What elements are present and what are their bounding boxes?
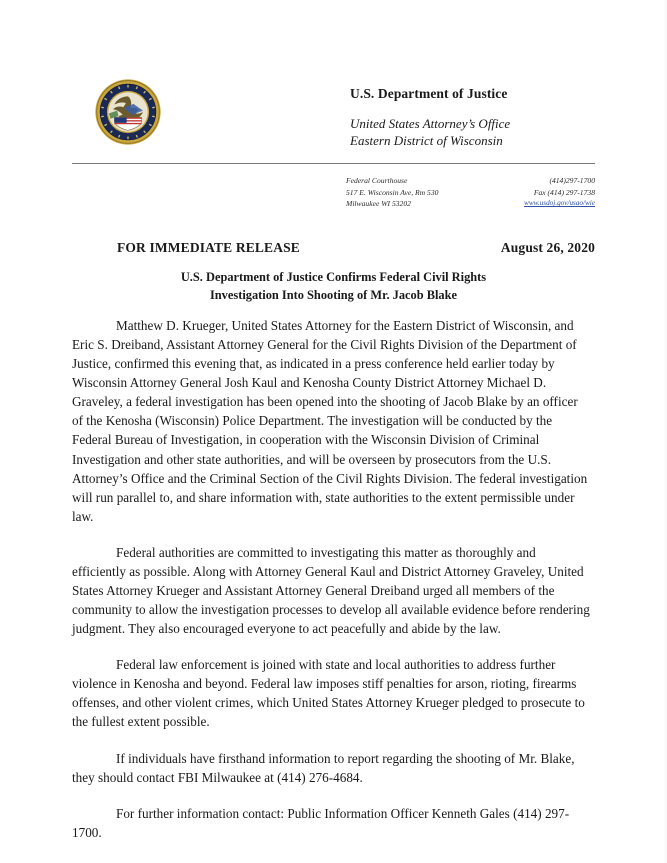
body-paragraph-1: Matthew D. Krueger, United States Attorney for the Eastern District of Wisconsin, and Eric S. Dreiband, Assistant Attorney General for the Civil Rights Division of the Department of Justice, confirmed this evening that, as indicated in a press conference held earlier today by Wisconsin Attorney General Josh Kaul and Kenosha County District Attorney Michael D. Graveley, a federal investigation has been opened into the shooting of Jacob Blake by an officer of the Kenosha (Wisconsin) Police Department. The investigation will be conducted by the Federal Bureau of Investigation, in cooperation with the Wisconsin Division of Criminal Investigation and other state authorities, and will be overseen by prosecutors from the U.S. Attorney’s Office and the Criminal Section of the Civil Rights Division. The federal investigation will run parallel to, and share information with, state authorities to the extent permissible under law. (72, 318, 588, 524)
org-subtitle-line-2: Eastern District of Wisconsin (350, 133, 503, 149)
address-line-1: Federal Courthouse (346, 176, 408, 185)
release-date: August 26, 2020 (500, 240, 595, 255)
body-paragraph-3: Federal law enforcement is joined with state and local authorities to address further violence in Kenosha and beyond. Federal law imposes stiff penalties for arson, rioting, firearms offenses, and other violent crimes, which United States Attorney Krueger pledged to prosecute to the fullest extent possible. (72, 657, 585, 730)
organization-block (350, 86, 600, 150)
contact-block (346, 175, 595, 210)
headline-line-2: Investigation Into Shooting of Mr. Jacob Blake (209, 287, 458, 302)
address-line-2: 517 E. Wisconsin Ave, Rm 530 (346, 187, 439, 197)
org-title: U.S. Department of Justice (350, 86, 508, 101)
letterhead (72, 76, 595, 160)
body-paragraph-5: For further information contact: Public Information Officer Kenneth Gales (414) 297-1700. (72, 805, 570, 840)
release-label: FOR IMMEDIATE RELEASE (117, 240, 300, 255)
doj-seal-icon (94, 78, 162, 146)
body-text (72, 316, 590, 842)
org-subtitle (350, 115, 600, 149)
release-line (117, 240, 595, 256)
page-title (72, 269, 595, 304)
contact-row-2 (346, 187, 595, 199)
body-paragraph-4: If individuals have firsthand information to report regarding the shooting of Mr. Blake, they should contact FBI Milwaukee at (414) 276-4684. (72, 750, 575, 785)
office-fax: Fax (414) 297-1738 (533, 187, 595, 197)
body-paragraph-2: Federal authorities are committed to investigating this matter as thoroughly and efficiently as possible. Along with Attorney General Kaul and District Attorney Graveley, United States Attorney Krueger and Assistant Attorney General Dreiband urged all members of the community to allow the investigation processes to develop all available evidence before rendering judgment. They also encouraged everyone to act peacefully and abide by the law. (72, 544, 590, 637)
header-divider (72, 163, 595, 164)
headline-line-1: U.S. Department of Justice Confirms Federal Civil Rights (180, 270, 487, 284)
office-website-link[interactable]: www.usdoj.gov/usao/wie (524, 199, 595, 208)
org-subtitle-line-1: United States Attorney’s Office (350, 116, 511, 132)
contact-row-1 (346, 175, 595, 187)
contact-row-3 (346, 198, 595, 210)
address-line-3: Milwaukee WI 53202 (346, 199, 411, 209)
office-phone: (414)297-1700 (549, 176, 595, 185)
